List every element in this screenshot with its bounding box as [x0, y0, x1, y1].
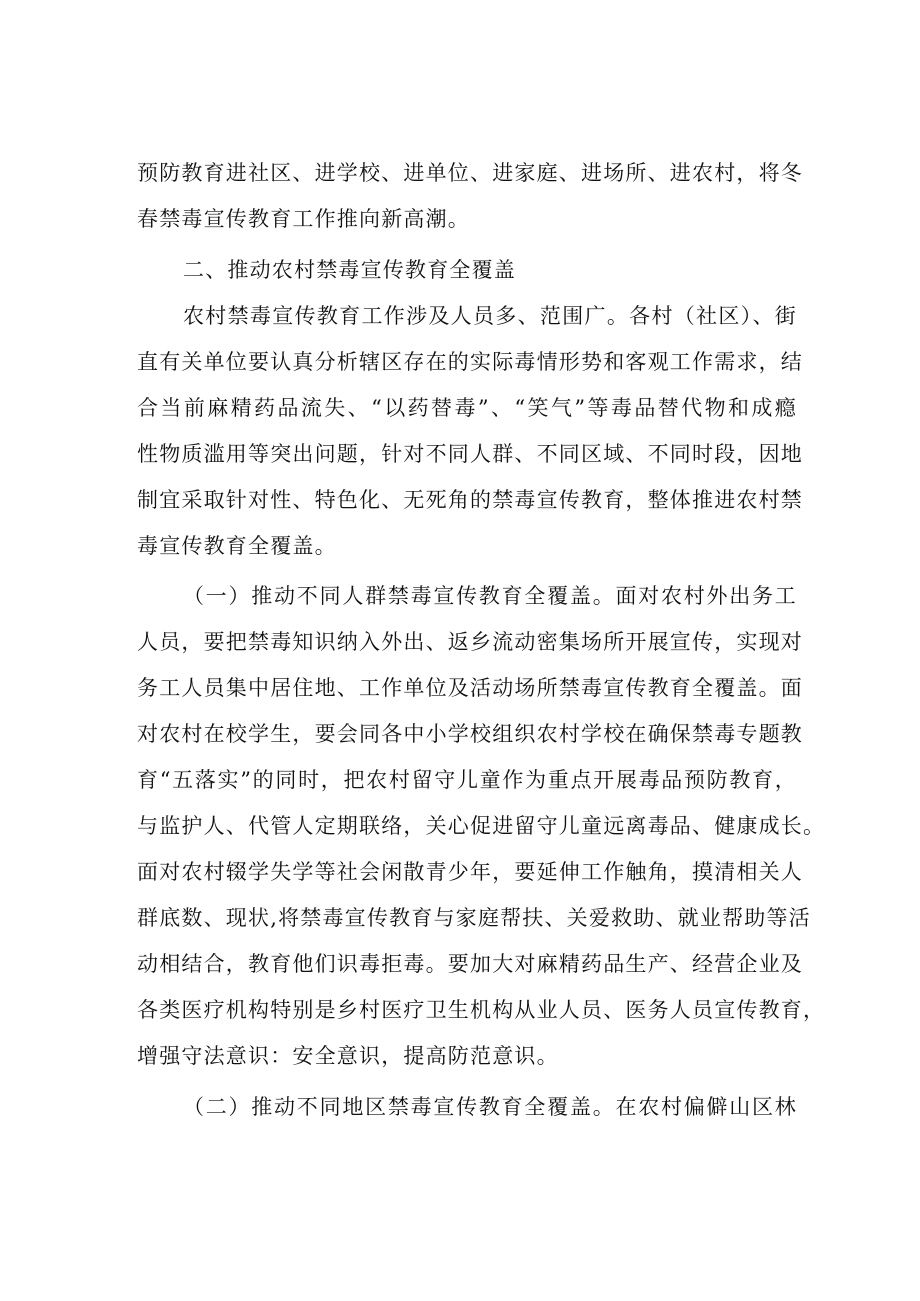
paragraph-line: 春禁毒宣传教育工作推向新高潮。	[137, 207, 470, 231]
paragraph-line: 合当前麻精药品流失、“以药替毒”、“笑气”等毒品替代物和成瘾	[137, 396, 797, 420]
paragraph-line: 对农村在校学生，要会同各中小学校组织农村学校在确保禁毒专题教	[137, 722, 803, 746]
paragraph-line: 动相结合，教育他们识毒拒毒。要加大对麻精药品生产、经营企业及	[137, 952, 803, 976]
paragraph-line: 预防教育进社区、进学校、进单位、进家庭、进场所、进农村，将冬	[137, 161, 803, 185]
paragraph-line: 直有关单位要认真分析辖区存在的实际毒情形势和客观工作需求，结	[137, 350, 803, 374]
paragraph-line: 增强守法意识：安全意识，提高防范意识。	[137, 1044, 559, 1068]
paragraph-line: 面对农村辍学失学等社会闲散青少年，要延伸工作触角，摸清相关人	[137, 860, 803, 884]
paragraph-line: 人员，要把禁毒知识纳入外出、返乡流动密集场所开展宣传，实现对	[137, 630, 803, 654]
paragraph-line: 农村禁毒宣传教育工作涉及人员多、范围广。各村（社区）、街	[183, 304, 797, 328]
paragraph-line: 与监护人、代管人定期联络，关心促进留守儿童远离毒品、健康成长。	[137, 814, 826, 838]
subsection-line: （一）推动不同人群禁毒宣传教育全覆盖。面对农村外出务工	[183, 584, 797, 608]
paragraph-line: 育“五落实”的同时，把农村留守儿童作为重点开展毒品预防教育，	[137, 768, 797, 792]
paragraph-line: 务工人员集中居住地、工作单位及活动场所禁毒宣传教育全覆盖。面	[137, 676, 803, 700]
subsection-line: （二）推动不同地区禁毒宣传教育全覆盖。在农村偏僻山区林	[183, 1095, 797, 1119]
paragraph-line: 制宜采取针对性、特色化、无死角的禁毒宣传教育，整体推进农村禁	[137, 488, 803, 512]
section-heading: 二、推动农村禁毒宣传教育全覆盖	[183, 258, 516, 282]
paragraph-line: 性物质滥用等突出问题，针对不同人群、不同区域、不同时段，因地	[137, 442, 803, 466]
paragraph-line: 毒宣传教育全覆盖。	[137, 534, 337, 558]
paragraph-line: 各类医疗机构特别是乡村医疗卫生机构从业人员、医务人员宣传教育，	[137, 998, 826, 1022]
paragraph-line: 群底数、现状,将禁毒宣传教育与家庭帮扶、关爱救助、就业帮助等活	[137, 906, 811, 930]
